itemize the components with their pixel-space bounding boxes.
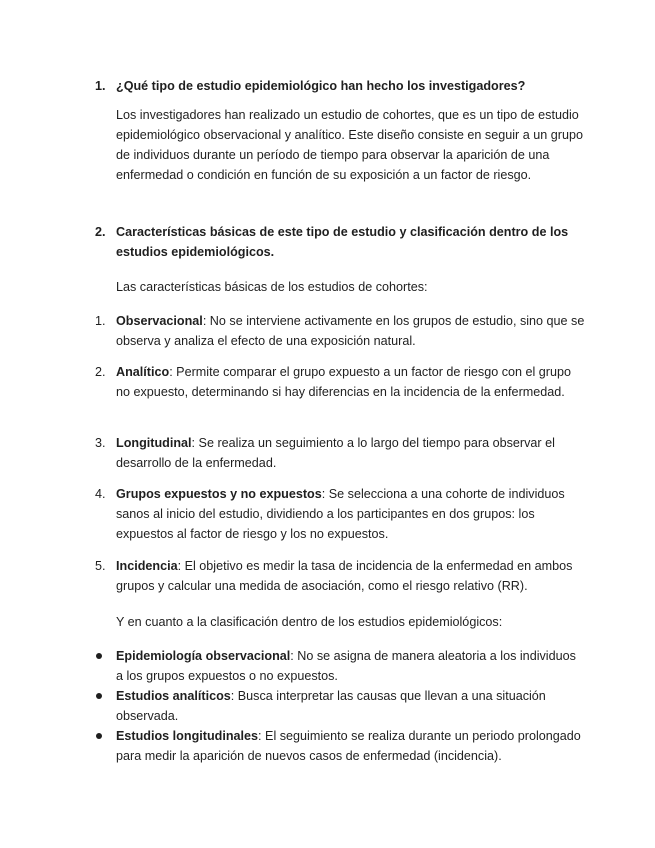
feature-text	[116, 484, 585, 544]
bullet-icon	[96, 693, 102, 699]
classification-term: Epidemiología observacional	[116, 649, 291, 663]
feature-number: 3.	[95, 436, 106, 450]
question-1-answer: Los investigadores han realizado un estudio de cohortes, que es un tipo de estudio epidemiológico observacional y analítico. Este diseño consiste en seguir a un grupo de individuos durante un período de tiempo para observar la aparición de una enfermedad o condición en función de su exposición a un factor de riesgo.	[116, 108, 583, 182]
bullet-icon	[96, 653, 102, 659]
feature-description: : El objetivo es medir la tasa de incidencia de la enfermedad en ambos grupos y calcular una medida de asociación, como el riesgo relativo (RR).	[116, 559, 573, 593]
feature-number: 2.	[95, 365, 106, 379]
feature-number: 4.	[95, 487, 106, 501]
classification-text	[116, 726, 585, 766]
classification-intro: Y en cuanto a la clasificación dentro de los estudios epidemiológicos:	[116, 615, 503, 629]
question-2-number: 2.	[95, 225, 106, 239]
feature-term: Incidencia	[116, 559, 178, 573]
feature-description: : No se interviene activamente en los grupos de estudio, sino que se observa y analiza el efecto de una exposición natural.	[116, 314, 585, 348]
feature-text	[116, 311, 585, 351]
classification-text	[116, 646, 585, 686]
feature-text	[116, 556, 585, 596]
feature-number: 1.	[95, 314, 106, 328]
feature-term: Longitudinal	[116, 436, 192, 450]
classification-description: : No se asigna de manera aleatoria a los individuos a los grupos expuestos o no expuestos.	[116, 649, 576, 683]
classification-description: : Busca interpretar las causas que llevan a una situación observada.	[116, 689, 546, 723]
feature-text	[116, 433, 585, 473]
question-1-title: ¿Qué tipo de estudio epidemiológico han hecho los investigadores?	[116, 79, 526, 93]
feature-description: : Permite comparar el grupo expuesto a un factor de riesgo con el grupo no expuesto, determinando si hay diferencias en la incidencia de la enfermedad.	[116, 365, 572, 399]
features-intro: Las características básicas de los estudios de cohortes:	[116, 280, 428, 294]
classification-description: : El seguimiento se realiza durante un periodo prolongado para medir la aparición de nuevos casos de enfermedad (incidencia).	[116, 729, 581, 763]
feature-description: : Se realiza un seguimiento a lo largo del tiempo para observar el desarrollo de la enfermedad.	[116, 436, 555, 470]
feature-term: Grupos expuestos y no expuestos	[116, 487, 322, 501]
feature-number: 5.	[95, 559, 106, 573]
classification-text	[116, 686, 585, 726]
question-2-title: Características básicas de este tipo de estudio y clasificación dentro de los estudios epidemiológicos.	[116, 225, 569, 259]
question-1-number: 1.	[95, 79, 106, 93]
bullet-icon	[96, 733, 102, 739]
feature-description: : Se selecciona a una cohorte de individuos sanos al inicio del estudio, dividiendo a los participantes en dos grupos: los expuestos al factor de riesgo y los no expuestos.	[116, 487, 565, 541]
feature-term: Analítico	[116, 365, 170, 379]
feature-term: Observacional	[116, 314, 203, 328]
classification-term: Estudios analíticos	[116, 689, 231, 703]
feature-text	[116, 362, 585, 402]
classification-term: Estudios longitudinales	[116, 729, 259, 743]
